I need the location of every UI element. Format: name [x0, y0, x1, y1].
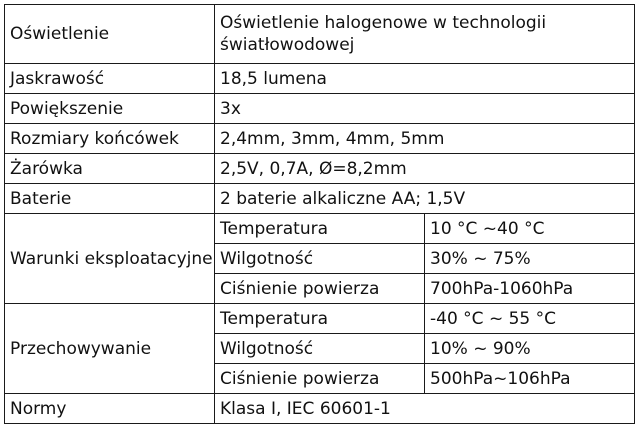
sub-row-value: 700hPa-1060hPa [425, 274, 635, 304]
table-row [5, 304, 635, 334]
row-label: Rozmiary końcówek [5, 124, 215, 154]
row-value: Oświetlenie halogenowe w technologii światłowodowej [215, 5, 635, 64]
sub-row-name: Wilgotność [215, 244, 425, 274]
sub-row-name: Ciśnienie powierza [215, 364, 425, 394]
row-label: Żarówka [5, 154, 215, 184]
table-row [5, 184, 635, 214]
row-label: Powiększenie [5, 94, 215, 124]
row-value: 2,5V, 0,7A, Ø=8,2mm [215, 154, 635, 184]
sub-row-value: -40 °C ~ 55 °C [425, 304, 635, 334]
sub-row-name: Temperatura [215, 304, 425, 334]
row-value: 3x [215, 94, 635, 124]
table-row [5, 154, 635, 184]
storage-conditions-label: Przechowywanie [5, 304, 215, 394]
norms-value: Klasa I, IEC 60601-1 [215, 394, 635, 424]
sub-row-value: 10% ~ 90% [425, 334, 635, 364]
specifications-table [4, 4, 635, 424]
table-row [5, 64, 635, 94]
sub-row-value: 500hPa~106hPa [425, 364, 635, 394]
table-row [5, 214, 635, 244]
sub-row-value: 10 °C ~40 °C [425, 214, 635, 244]
row-value: 18,5 lumena [215, 64, 635, 94]
norms-label: Normy [5, 394, 215, 424]
row-value: 2 baterie alkaliczne AA; 1,5V [215, 184, 635, 214]
row-value: 2,4mm, 3mm, 4mm, 5mm [215, 124, 635, 154]
sub-row-name: Ciśnienie powierza [215, 274, 425, 304]
sub-row-name: Temperatura [215, 214, 425, 244]
row-label: Oświetlenie [5, 5, 215, 64]
table-row [5, 124, 635, 154]
operating-conditions-label: Warunki eksploatacyjne [5, 214, 215, 304]
row-label: Baterie [5, 184, 215, 214]
sub-row-name: Wilgotność [215, 334, 425, 364]
table-row [5, 5, 635, 64]
row-label: Jaskrawość [5, 64, 215, 94]
table-row [5, 394, 635, 424]
table-row [5, 94, 635, 124]
sub-row-value: 30% ~ 75% [425, 244, 635, 274]
